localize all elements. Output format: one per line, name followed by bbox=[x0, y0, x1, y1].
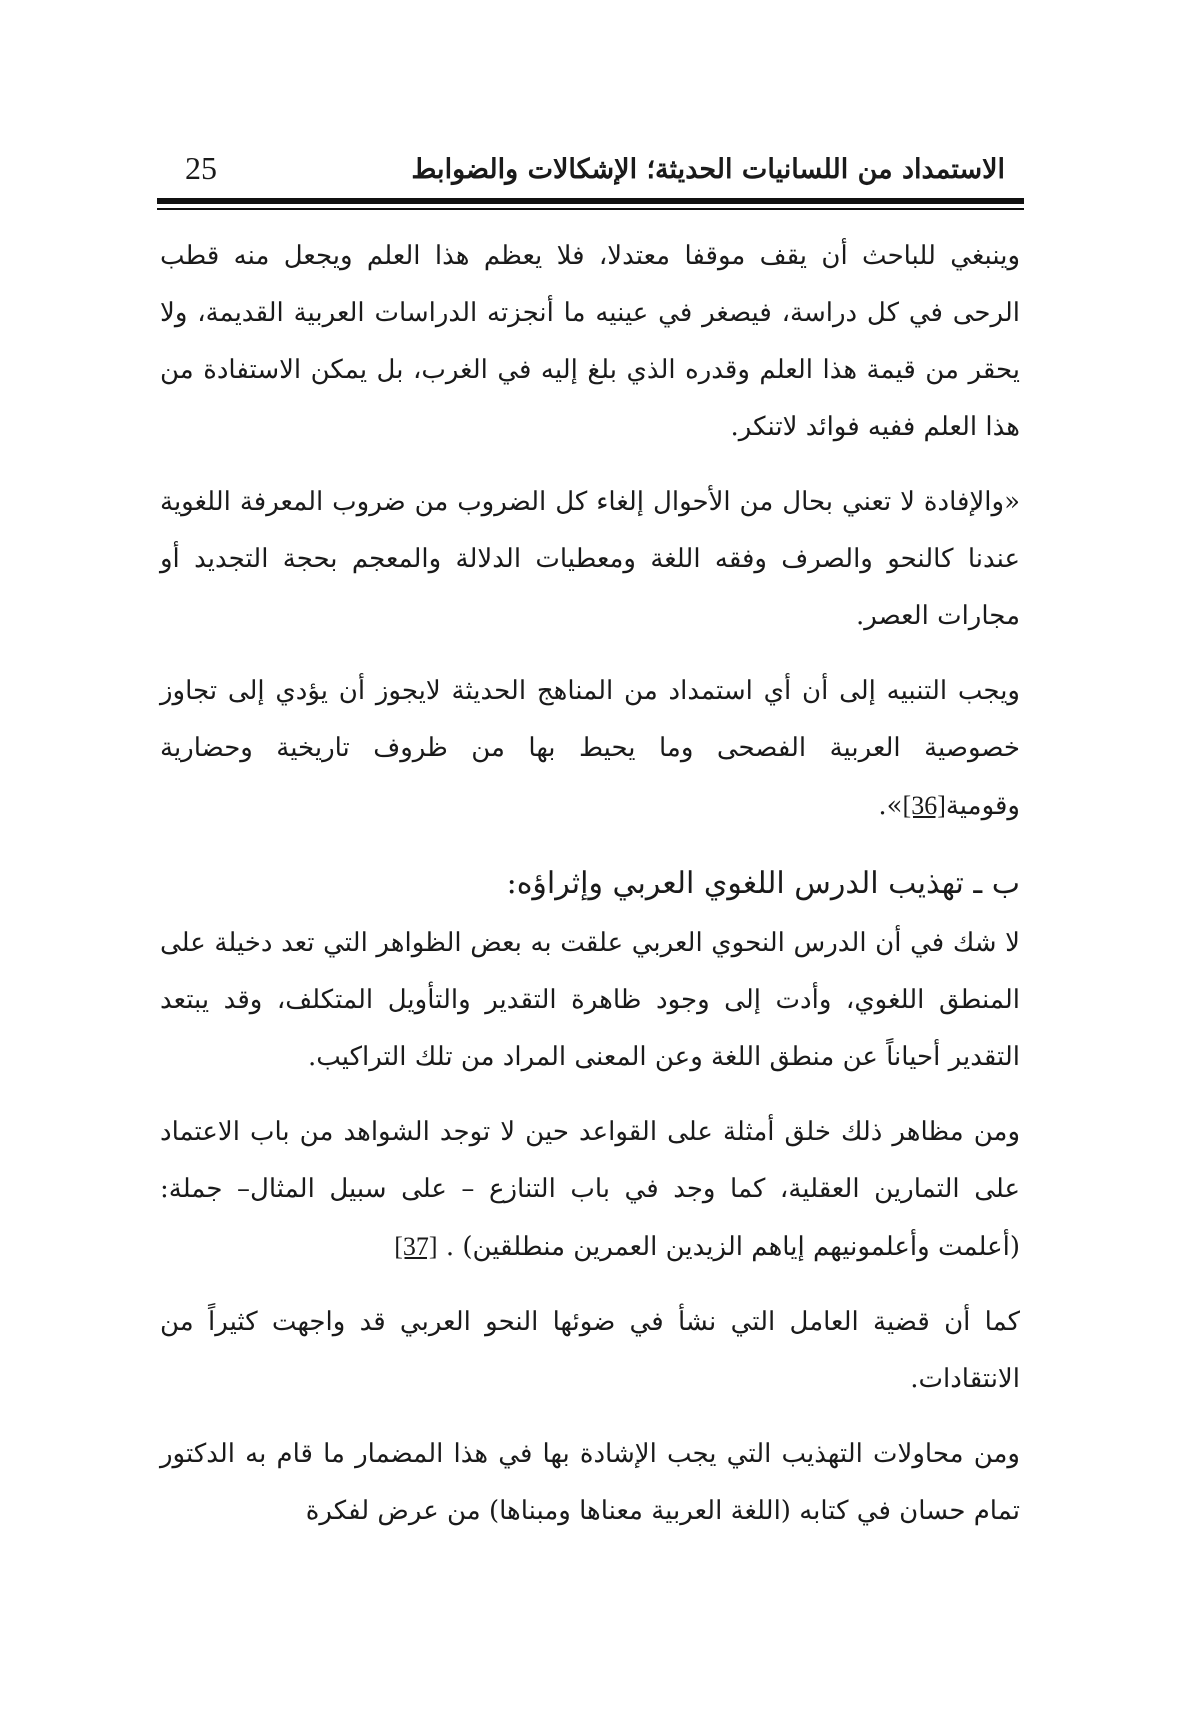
running-title: الاستمداد من اللسانيات الحديثة؛ الإشكالات والضوابط bbox=[411, 154, 1005, 185]
header-rule-thin bbox=[157, 208, 1024, 210]
paragraph-6: كما أن قضية العامل التي نشأ في ضوئها النحو العربي قد واجهت كثيراً من الانتقادات. bbox=[160, 1307, 1020, 1394]
paragraph-5 bbox=[160, 1104, 1020, 1276]
footnote-link-37[interactable]: [37] bbox=[394, 1232, 438, 1261]
paragraph-3-end: ». bbox=[878, 791, 903, 821]
paragraph-5-text: ومن مظاهر ذلك خلق أمثلة على القواعد حين لا توجد الشواهد من باب الاعتماد على التمارين العقلية، كما وجد في باب التنازع – على سبيل المثال– جملة: (أعلمت وأعلمونيهم إياهم الزيدين العمرين منطلقين) . bbox=[160, 1117, 1020, 1262]
page-body bbox=[160, 228, 1020, 1558]
page-header bbox=[157, 148, 1017, 192]
paragraph-4: لا شك في أن الدرس النحوي العربي علقت به بعض الظواهر التي تعد دخيلة على المنطق اللغوي، وأدت إلى وجود ظاهرة التقدير والتأويل المتكلف، وقد يبتعد التقدير أحياناً عن منطق اللغة وعن المعنى المراد من تلك التراكيب. bbox=[160, 928, 1020, 1072]
section-heading: ب ـ تهذيب الدرس اللغوي العربي وإثراؤه: bbox=[506, 866, 1020, 901]
header-rule-thick bbox=[157, 198, 1024, 204]
footnote-link-36[interactable]: [36] bbox=[902, 791, 946, 820]
paragraph-1: وينبغي للباحث أن يقف موقفا معتدلا، فلا يعظم هذا العلم ويجعل منه قطب الرحى في كل دراسة، فيصغر في عينيه ما أنجزته الدراسات العربية القديمة، ولا يحقر من قيمة هذا العلم وقدره الذي بلغ إليه في الغرب، بل يمكن الاستفادة من هذا العلم ففيه فوائد لاتنكر. bbox=[160, 241, 1020, 442]
paragraph-3 bbox=[160, 663, 1020, 835]
page-number: 25 bbox=[185, 150, 217, 186]
paragraph-7: ومن محاولات التهذيب التي يجب الإشادة بها في هذا المضمار ما قام به الدكتور تمام حسان في كتابه (اللغة العربية معناها ومبناها) من عرض لفكرة bbox=[160, 1439, 1020, 1526]
paragraph-2: «والإفادة لا تعني بحال من الأحوال إلغاء كل الضروب من ضروب المعرفة اللغوية عندنا كالنحو والصرف وفقه اللغة ومعطيات الدلالة والمعجم بحجة التجديد أو مجارات العصر. bbox=[160, 487, 1020, 631]
paragraph-3-text: ويجب التنبيه إلى أن أي استمداد من المناهج الحديثة لايجوز أن يؤدي إلى تجاوز خصوصية العربية الفصحى وما يحيط بها من ظروف تاريخية وحضارية وقومية bbox=[160, 676, 1020, 821]
